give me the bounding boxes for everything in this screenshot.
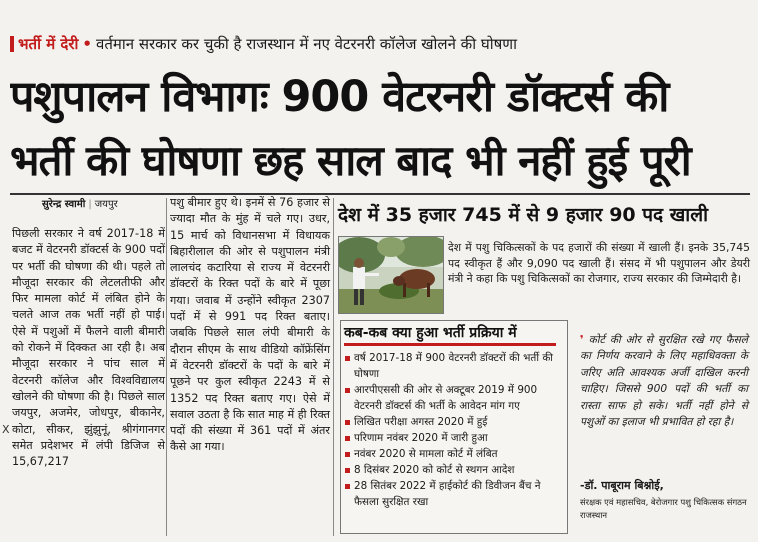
info-paragraph: देश में पशु चिकित्सकों के पद हजारों की संख्या में खाली हैं। इनके 35,745 पद स्वीकृत हैं और 9,090 पद खाली हैं। संसद में भी पशुपालन और डेयरी मंत्री ने कहा कि पशु चिकित्सकों का रोजगार, राज्य सरकार की जिम्मेदारी है। <box>448 241 750 285</box>
quote <box>580 332 748 430</box>
column-divider <box>333 198 334 536</box>
byline-separator: | <box>88 199 92 210</box>
timeline-item: 8 दिसंबर 2020 को कोर्ट से स्थगन आदेश <box>344 462 564 478</box>
sub-headline: देश में 35 हजार 745 में से 9 हजार 90 पद खाली <box>338 204 709 226</box>
quote-text: कोर्ट की ओर से सुरक्षित रखे गए फैसले का निर्णय करवाने के लिए महाधिवक्ता के जरिए अति आवश्यक अर्जी दाखिल करनी चाहिए। जिससे 900 पदों की भर्ती का रास्ता साफ हो सके। भर्ती नहीं होने से पशुओं का इलाज भी प्रभावित हो रहा है। <box>580 334 748 429</box>
timeline-item: लिखित परीक्षा अगस्त 2020 में हुई <box>344 414 564 430</box>
headline-divider <box>10 193 750 195</box>
kicker-bullet: • <box>82 35 92 53</box>
timeline-item: वर्ष 2017-18 में 900 वेटरनरी डॉक्टरों की भर्ती की घोषणा <box>344 350 564 382</box>
quote-author-role: संरक्षक एवं महासचिव, बेरोजगार पशु चिकित्सक संगठन राजस्थान <box>580 497 747 520</box>
photo-illustration <box>339 237 443 313</box>
kicker-tag: भर्ती में देरी <box>18 35 79 53</box>
news-photo <box>338 236 444 314</box>
kicker-marker <box>10 36 14 52</box>
column-divider <box>166 198 167 536</box>
byline-author: सुरेन्द्र स्वामी <box>42 199 86 210</box>
timeline-item: नवंबर 2020 से मामला कोर्ट में लंबित <box>344 446 564 462</box>
article-column-1: पिछली सरकार ने वर्ष 2017-18 में बजट में वेटरनरी डॉक्टर्स के 900 पदों पर भर्ती की घोषणा की थी। पहले तो मौजूदा सरकार की लेटलतीफी और फिर मामला कोर्ट में लंबित होने के चलते आज तक भर्ती नहीं हो पाई। ऐसे में पशुओं में फैलने वाली बीमारी को रोकने में दिक्कत आ रही है। अब मौजूदा सरकार ने पांच साल में वेटरनरी कॉलेज और विश्वविद्यालय खोलने की घोषणा की है। पिछले साल जयपुर, अजमेर, जोधपुर, बीकानेर, कोटा, सीकर, झुंझुनूं, श्रीगंगानगर समेत प्रदेशभर में लंपी डिजिज से 15,67,217 <box>12 227 165 469</box>
quote-author: -डॉ. पाबूराम बिश्नोई, <box>580 479 664 492</box>
headline-line-2: भर्ती की घोषणा छह साल बाद भी नहीं हुई पूरी <box>10 136 691 185</box>
article-column-2: पशु बीमार हुए थे। इनमें से 76 हजार से ज्यादा मौत के मुंह में चले गए। उधर, 15 मार्च को विधानसभा में विधायक बिहारीलाल की ओर से पशुपालन मंत्री लालचंद कटारिया से राज्य में वेटरनरी डॉक्टरों के रिक्त पदों के बारे में पूछा गया। जवाब में उन्होंने स्वीकृत 2307 पदों में से 991 पद रिक्त बताए। जबकि पिछले साल लंपी बीमारी के दौरान सीएम के साथ वीडियो कॉफ्रेंसिंग में वेटरनरी डॉक्टरों के पदों के बारे में पूछने पर कुल स्वीकृत 2243 में से 1352 पद रिक्त बताए गए। ऐसे में सवाल उठता है कि सात माह में ही रिक्त पदों की संख्या में 361 पदों में अंतर कैसे आ गया। <box>170 196 330 454</box>
timeline-item: आरपीएससी की ओर से अक्टूबर 2019 में 900 वेटरनरी डॉक्टर्स की भर्ती के आवेदन मांग गए <box>344 382 564 414</box>
timeline-list <box>344 350 564 510</box>
timeline-title-underline <box>344 343 556 346</box>
timeline-item: 28 सितंबर 2022 में हाईकोर्ट की डिवीजन बैंच ने फैसला सुरक्षित रखा <box>344 478 564 510</box>
kicker-text: वर्तमान सरकार कर चुकी है राजस्थान में नए वेटरनरी कॉलेज खोलने की घोषणा <box>95 35 517 53</box>
kicker-line <box>10 32 750 56</box>
headline-line-1: पशुपालन विभागः 900 वेटरनरी डॉक्टर्स की <box>10 72 669 122</box>
byline-city: जयपुर <box>94 199 118 210</box>
timeline-item: परिणाम नवंबर 2020 में जारी हुआ <box>344 430 564 446</box>
margin-mark: X <box>2 423 10 436</box>
timeline-title: कब-कब क्या हुआ भर्ती प्रक्रिया में <box>344 325 517 341</box>
byline <box>42 198 118 212</box>
quote-mark-icon: ❜ <box>580 334 584 346</box>
